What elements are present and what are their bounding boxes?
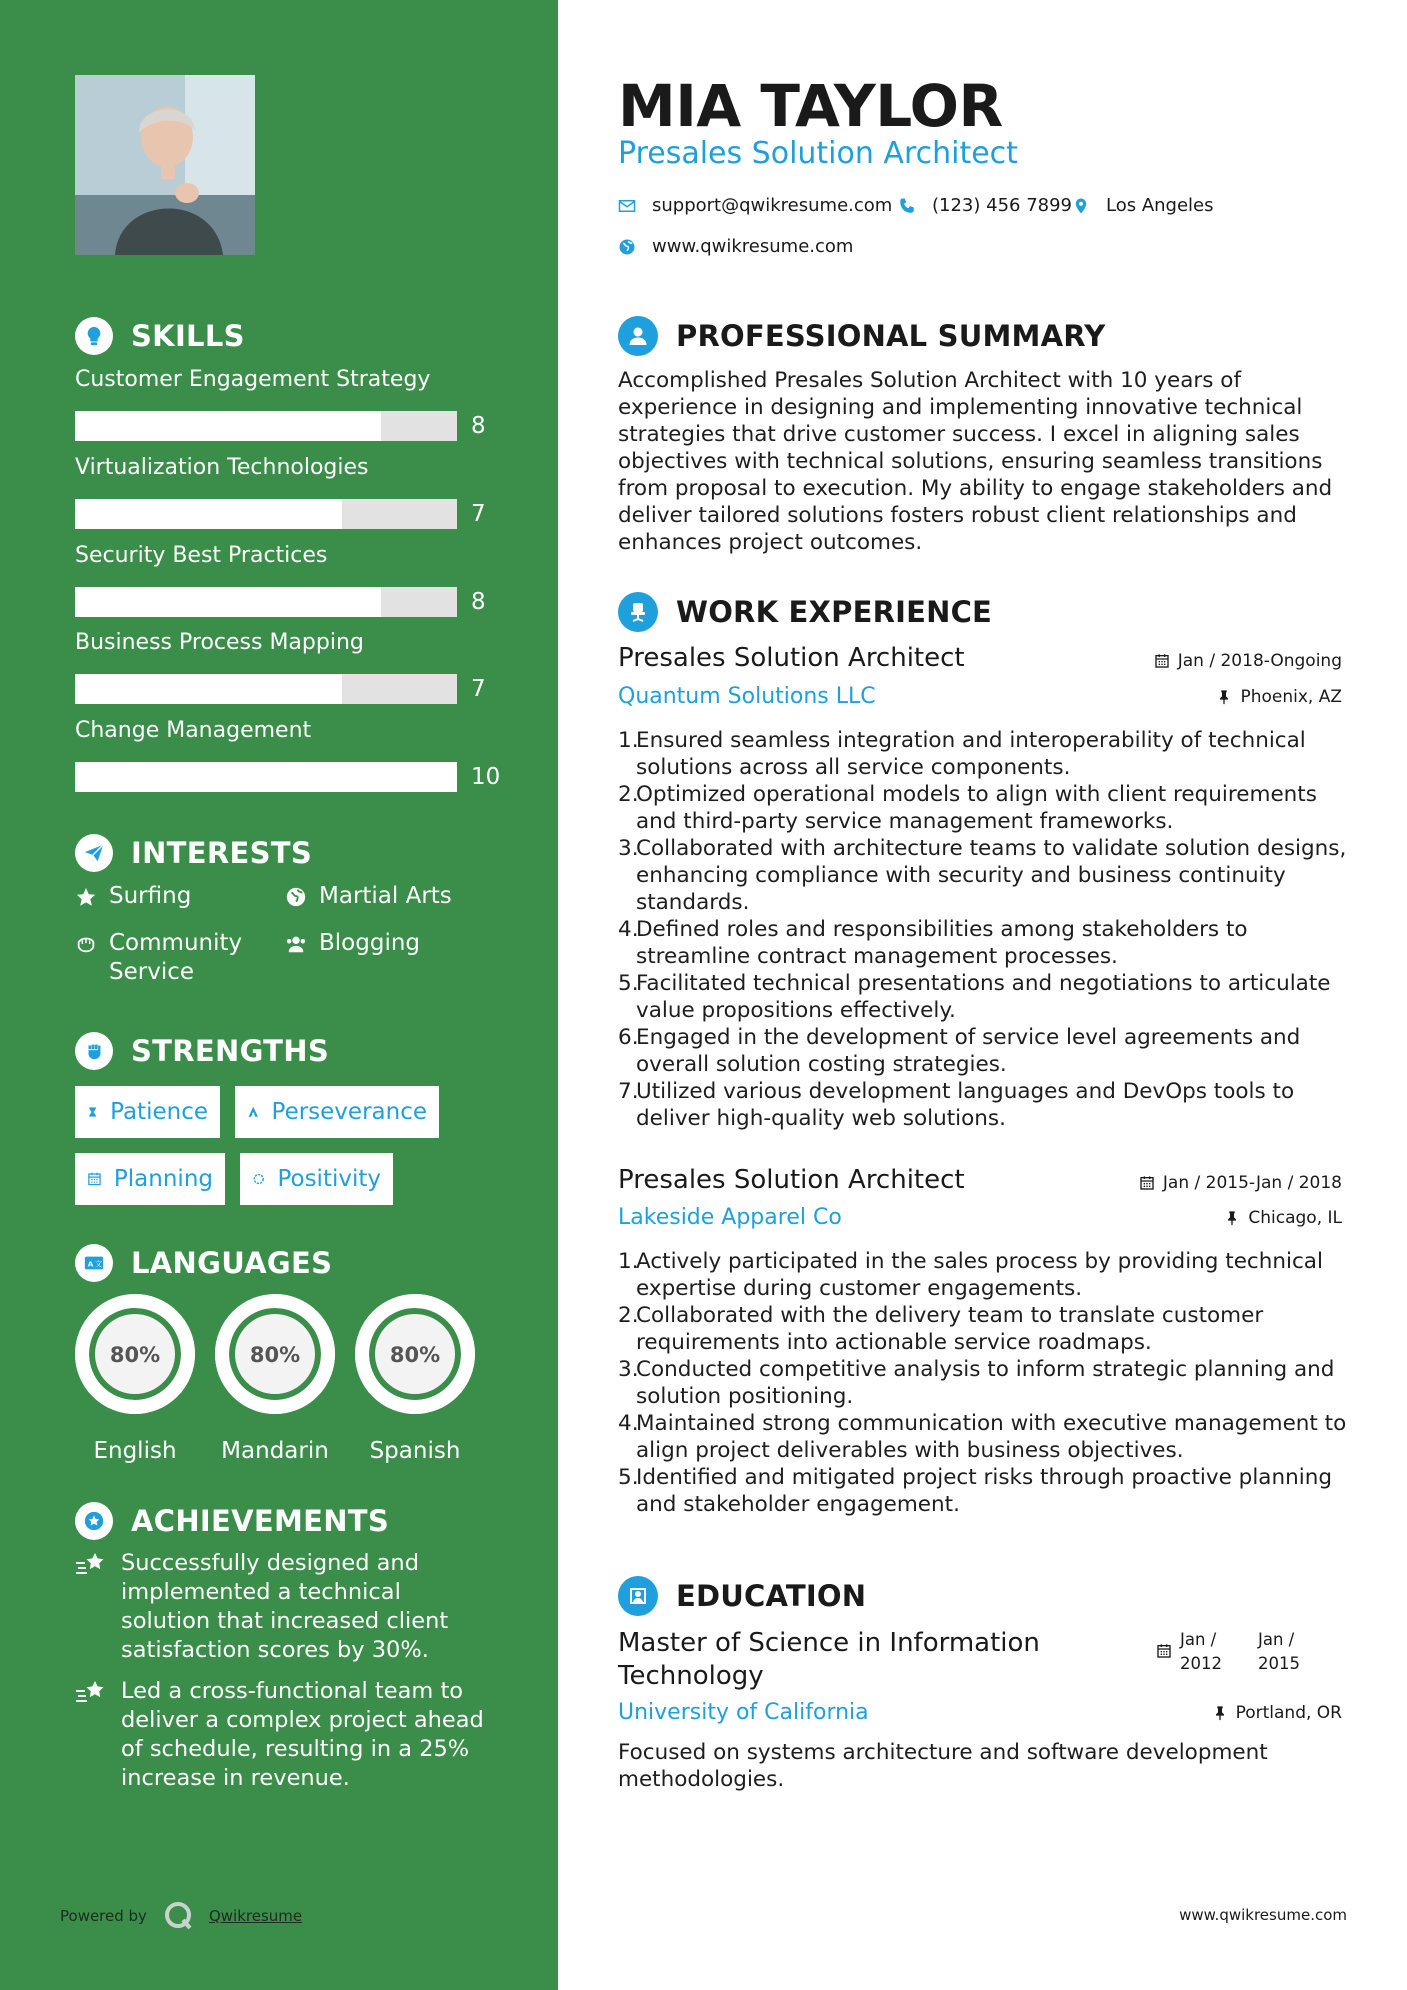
education-location-text: Portland, OR [1235, 1703, 1342, 1723]
school-name: University of California [618, 1700, 869, 1725]
duty-item: Collaborated with architecture teams to validate solution designs, enhancing compliance with security and business continuity standards. [636, 836, 1347, 915]
skill-bar [75, 411, 515, 441]
summary-text: Accomplished Presales Solution Architect with 10 years of experience in designing and implementing innovative technical strategies that drive customer success. I excel in aligning sales objectives with technical solutions, ensuring seamless transitions from proposal to execution. My ability to engage stakeholders and deliver tailored solutions fosters robust client relationships and enhances project outcomes. [618, 368, 1333, 555]
duty-item: Identified and mitigated project risks through proactive planning and stakeholder engagement. [636, 1465, 1332, 1517]
language-percent: 80% [389, 1343, 441, 1367]
website-text: www.qwikresume.com [652, 236, 854, 257]
profile-photo [75, 75, 255, 255]
achievements-heading [75, 1500, 389, 1542]
job-location-text: Phoenix, AZ [1240, 687, 1342, 707]
contact-website[interactable] [618, 236, 853, 257]
skill-name: Virtualization Technologies [75, 455, 369, 480]
achievements-title: ACHIEVEMENTS [131, 1504, 390, 1538]
phone-text: (123) 456 7899 [932, 195, 1073, 216]
medal-star-icon [75, 1502, 113, 1540]
language-name: Spanish [369, 1438, 461, 1464]
skill-level: 7 [471, 501, 486, 527]
skill-level: 8 [471, 413, 486, 439]
calendar-icon [1154, 653, 1170, 669]
duty-item: Actively participated in the sales process by providing technical expertise during customer engagements. [636, 1249, 1323, 1301]
achievement-item [75, 1677, 495, 1793]
interest-blogging [285, 929, 420, 958]
job-title: Presales Solution Architect [618, 1165, 965, 1195]
job-duties [618, 1248, 1348, 1518]
strengths-title: STRENGTHS [131, 1034, 330, 1068]
location-text: Los Angeles [1106, 195, 1214, 216]
education-description: Focused on systems architecture and software development methodologies. [618, 1740, 1268, 1792]
interests-title: INTERESTS [131, 836, 313, 870]
job-location [1224, 1208, 1342, 1228]
summary-heading [618, 315, 1105, 357]
strength-perseverance [235, 1086, 439, 1138]
education-title: EDUCATION [676, 1579, 867, 1613]
language-name: Mandarin [221, 1438, 329, 1464]
globe-icon [285, 882, 307, 911]
skill-item [75, 541, 515, 617]
user-icon [618, 316, 658, 356]
strength-label: Planning [113, 1166, 213, 1192]
interest-label: Surfing [109, 883, 192, 909]
language-item [213, 1292, 337, 1464]
skill-name: Customer Engagement Strategy [75, 367, 431, 392]
summary-title: PROFESSIONAL SUMMARY [676, 319, 1106, 353]
envelope-icon [618, 197, 636, 215]
skill-level: 10 [471, 764, 501, 790]
job-company: Lakeside Apparel Co [618, 1205, 842, 1230]
skill-bar [75, 762, 515, 792]
svg-text:A: A [87, 1259, 94, 1269]
skill-name: Change Management [75, 718, 312, 743]
language-ring [353, 1292, 477, 1416]
education-end-year: 2015 [1258, 1654, 1300, 1673]
interest-label: Blogging [319, 930, 421, 956]
office-chair-icon [618, 592, 658, 632]
duty-item: Optimized operational models to align with client requirements and third-party service management frameworks. [636, 782, 1317, 834]
star-icon [75, 882, 97, 911]
strength-patience [75, 1086, 220, 1138]
interest-label: Community Service [109, 930, 243, 985]
experience-heading [618, 591, 992, 633]
skill-bar-fill [75, 499, 342, 529]
language-percent: 80% [109, 1343, 161, 1367]
job-title: Presales Solution Architect [618, 643, 965, 673]
skill-item [75, 716, 515, 792]
education-heading [618, 1575, 866, 1617]
pushpin-icon [1224, 1210, 1240, 1226]
strength-planning [75, 1153, 225, 1205]
languages-title: LANGUAGES [131, 1246, 333, 1280]
interest-label: Martial Arts [319, 883, 452, 909]
languages-heading [75, 1242, 332, 1284]
skill-bar-fill [75, 411, 381, 441]
achievement-item [75, 1549, 495, 1665]
job-dates-text: Jan / 2015-Jan / 2018 [1162, 1173, 1342, 1193]
pushpin-icon [1216, 689, 1232, 705]
education-end [1258, 1628, 1336, 1676]
contact-email[interactable] [618, 195, 892, 216]
duty-item: Facilitated technical presentations and negotiations to articulate value propositions effectively. [636, 971, 1331, 1023]
svg-text:文: 文 [94, 1259, 103, 1269]
interests-heading [75, 832, 312, 874]
skill-bar-fill [75, 674, 342, 704]
skill-bar [75, 499, 515, 529]
achievement-text: Successfully designed and implemented a technical solution that increased client satisfaction scores by 30%. [121, 1550, 449, 1663]
skill-name: Security Best Practices [75, 543, 328, 568]
language-name: English [93, 1438, 177, 1464]
skill-item [75, 365, 515, 441]
language-item [353, 1292, 477, 1464]
hand-icon [75, 929, 97, 958]
education-dates [1156, 1628, 1336, 1676]
fist-icon [75, 1032, 113, 1070]
duty-item: Utilized various development languages and DevOps tools to deliver high-quality web solutions. [636, 1079, 1295, 1131]
language-ring [73, 1292, 197, 1416]
calendar-icon [1139, 1175, 1155, 1191]
education-start-year: 2012 [1180, 1654, 1222, 1673]
contact-location [1072, 195, 1214, 216]
duty-item: Engaged in the development of service level agreements and overall solution costing strategies. [636, 1025, 1301, 1077]
email-text: support@qwikresume.com [652, 195, 893, 216]
skill-bar-fill [75, 587, 381, 617]
language-percent: 80% [249, 1343, 301, 1367]
qwikresume-logo-icon [163, 1900, 195, 1932]
duty-item: Ensured seamless integration and interoperability of technical solutions across all service components. [636, 728, 1306, 780]
globe-icon [618, 238, 636, 256]
education-start-month: Jan / [1180, 1630, 1217, 1649]
language-ring [213, 1292, 337, 1416]
job-duties [618, 727, 1348, 1132]
skill-level: 8 [471, 589, 486, 615]
job-dates [1154, 651, 1342, 671]
skill-name: Business Process Mapping [75, 630, 364, 655]
job-location [1216, 687, 1342, 707]
shooting-star-icon [75, 1549, 107, 1579]
job-dates [1139, 1173, 1342, 1193]
main-content [558, 0, 1407, 1990]
map-pin-icon [1072, 197, 1090, 215]
skill-bar [75, 587, 515, 617]
paper-plane-icon [75, 834, 113, 872]
skills-title: SKILLS [131, 319, 245, 353]
footer-url[interactable]: www.qwikresume.com [1179, 1906, 1347, 1924]
calendar-icon [1156, 1643, 1172, 1659]
job-dates-text: Jan / 2018-Ongoing [1177, 651, 1342, 671]
pushpin-icon [1212, 1705, 1228, 1721]
experience-title: WORK EXPERIENCE [676, 595, 993, 629]
duty-item: Maintained strong communication with executive management to align project deliverables with business objectives. [636, 1411, 1347, 1463]
contact-phone[interactable] [898, 195, 1072, 216]
duty-item: Collaborated with the delivery team to translate customer requirements into actionable service roadmaps. [636, 1303, 1264, 1355]
shooting-star-icon [75, 1677, 107, 1707]
bulb-icon [75, 317, 113, 355]
candidate-name: MIA TAYLOR [618, 72, 1003, 140]
sidebar [0, 0, 558, 1990]
powered-by [60, 1900, 302, 1932]
users-icon [285, 929, 307, 958]
achievement-text: Led a cross-functional team to deliver a complex project ahead of schedule, resulting in a 25% increase in revenue. [121, 1678, 484, 1791]
calendar-icon [87, 1168, 102, 1190]
profile-photo-image [75, 75, 255, 255]
duty-item: Conducted competitive analysis to inform strategic planning and solution positioning. [636, 1357, 1335, 1409]
job-company: Quantum Solutions LLC [618, 684, 876, 709]
education-end-month: Jan / [1258, 1630, 1295, 1649]
circle-icon [252, 1168, 265, 1190]
degree-title: Master of Science in Information Technology [618, 1628, 1040, 1691]
job-location-text: Chicago, IL [1248, 1208, 1342, 1228]
strength-label: Positivity [277, 1166, 381, 1192]
phone-icon [898, 197, 916, 215]
duty-item: Defined roles and responsibilities among stakeholders to streamline contract management processes. [636, 917, 1248, 969]
education-location [1212, 1703, 1342, 1723]
strength-positivity [240, 1153, 393, 1205]
strength-label: Perseverance [271, 1099, 427, 1125]
powered-by-label: Powered by [60, 1907, 147, 1925]
skills-heading [75, 315, 245, 357]
interest-martial-arts [285, 882, 452, 911]
qwikresume-link[interactable]: Qwikresume [208, 1907, 303, 1925]
climber-icon [247, 1101, 260, 1123]
strengths-heading [75, 1030, 329, 1072]
skill-item [75, 453, 515, 529]
hourglass-icon [87, 1101, 98, 1123]
strength-label: Patience [110, 1099, 208, 1125]
candidate-role: Presales Solution Architect [618, 136, 1018, 171]
language-item [73, 1292, 197, 1464]
graduation-icon [618, 1576, 658, 1616]
skill-level: 7 [471, 676, 486, 702]
skill-bar [75, 674, 515, 704]
education-start [1180, 1628, 1258, 1676]
interest-surfing [75, 882, 191, 911]
skill-bar-fill [75, 762, 457, 792]
skill-item [75, 628, 515, 704]
interest-community-service [75, 929, 275, 987]
language-card-icon [75, 1244, 113, 1282]
